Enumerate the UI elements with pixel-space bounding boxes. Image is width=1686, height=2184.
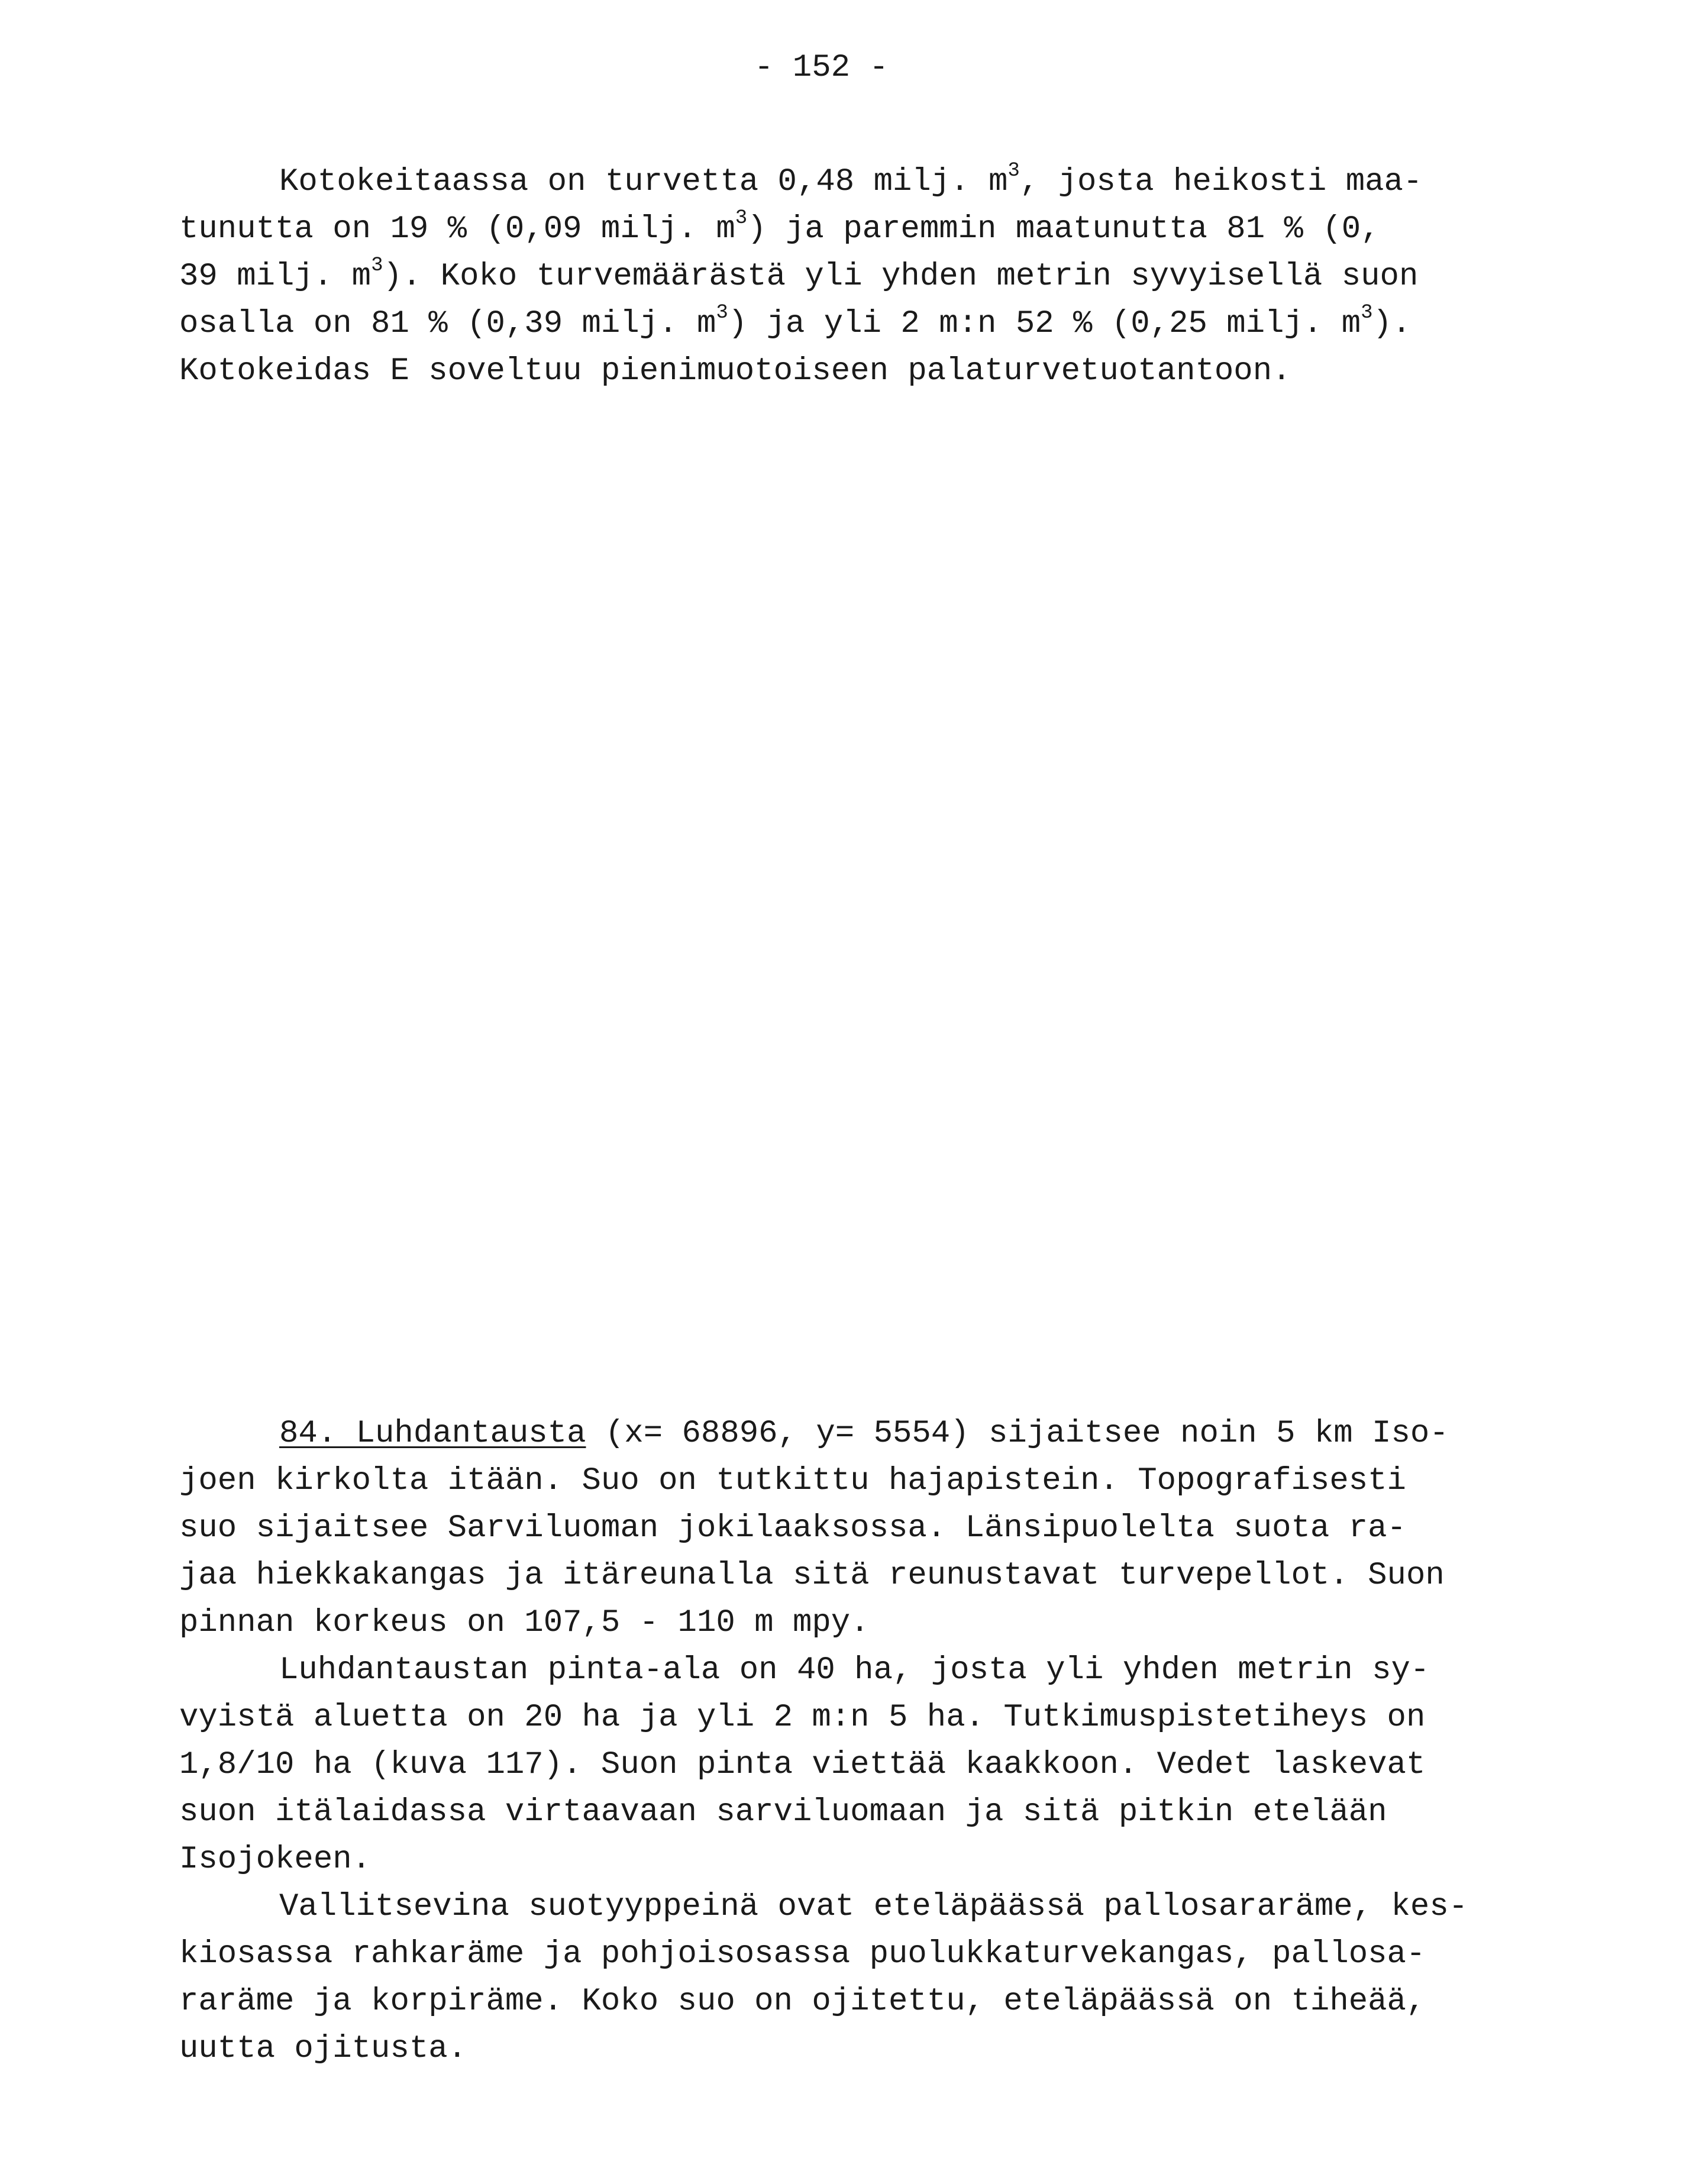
text-run: ).: [1372, 306, 1412, 342]
text-run: Kotokeitaassa on turvetta 0,48 milj. m: [279, 164, 1008, 200]
superscript: 3: [716, 302, 728, 324]
text-line: raräme ja korpiräme. Koko suo on ojitettu, eteläpäässä on tiheää,: [179, 1983, 1426, 2020]
text-line: Isojokeen.: [179, 1841, 372, 1878]
text-line: 1,8/10 ha (kuva 117). Suon pinta viettää kaakkoon. Vedet laskevat: [179, 1747, 1426, 1783]
text-line: vyistä aluetta on 20 ha ja yli 2 m:n 5 ha. Tutkimuspistetiheys on: [179, 1700, 1426, 1736]
luhdantausta-section: [179, 1410, 1510, 2073]
text-line: [179, 301, 1510, 348]
section-heading: 84. Luhdantausta: [279, 1416, 586, 1452]
text-run: 39 milj. m: [179, 259, 372, 295]
superscript: 3: [1007, 160, 1020, 182]
text-line: pinnan korkeus on 107,5 - 110 m mpy.: [179, 1605, 870, 1641]
text-line: kiosassa rahkaräme ja pohjoisosassa puolukkaturvekangas, pallosa-: [179, 1936, 1426, 1972]
superscript: 3: [735, 207, 748, 230]
superscript: 3: [371, 254, 383, 277]
text-line: joen kirkolta itään. Suo on tutkittu hajapistein. Topografisesti: [179, 1463, 1406, 1499]
text-line: [179, 159, 1510, 206]
page-number: - 152 -: [754, 50, 889, 86]
text-run: tunutta on 19 % (0,09 milj. m: [179, 211, 735, 247]
text-run: (x= 68896, y= 5554) sijaitsee noin 5 km Iso-: [586, 1416, 1449, 1452]
text-line: [179, 206, 1510, 253]
text-line: [179, 1410, 1510, 1458]
text-line: [179, 253, 1510, 301]
text-line: suon itälaidassa virtaavaan sarviluomaan ja sitä pitkin etelään: [179, 1794, 1387, 1830]
text-line: uutta ojitusta.: [179, 2031, 467, 2067]
text-run: , josta heikosti maa-: [1019, 164, 1423, 200]
text-run: ). Koko turvemäärästä yli yhden metrin syvyisellä suon: [383, 259, 1419, 295]
superscript: 3: [1361, 302, 1373, 324]
text-run: ) ja paremmin maatunutta 81 % (0,: [747, 211, 1380, 247]
text-line: Luhdantaustan pinta-ala on 40 ha, josta yli yhden metrin sy-: [279, 1652, 1430, 1688]
text-line: Kotokeidas E soveltuu pienimuotoiseen palaturvetuotantoon.: [179, 353, 1291, 389]
text-line: Vallitsevina suotyyppeinä ovat eteläpäässä pallosararäme, kes-: [279, 1889, 1468, 1925]
text-run: ) ja yli 2 m:n 52 % (0,25 milj. m: [728, 306, 1361, 342]
text-line: jaa hiekkakangas ja itäreunalla sitä reunustavat turvepellot. Suon: [179, 1558, 1445, 1594]
text-run: osalla on 81 % (0,39 milj. m: [179, 306, 716, 342]
text-line: suo sijaitsee Sarviluoman jokilaaksossa. Länsipuolelta suota ra-: [179, 1510, 1406, 1546]
kotokeidas-section: [179, 159, 1510, 395]
